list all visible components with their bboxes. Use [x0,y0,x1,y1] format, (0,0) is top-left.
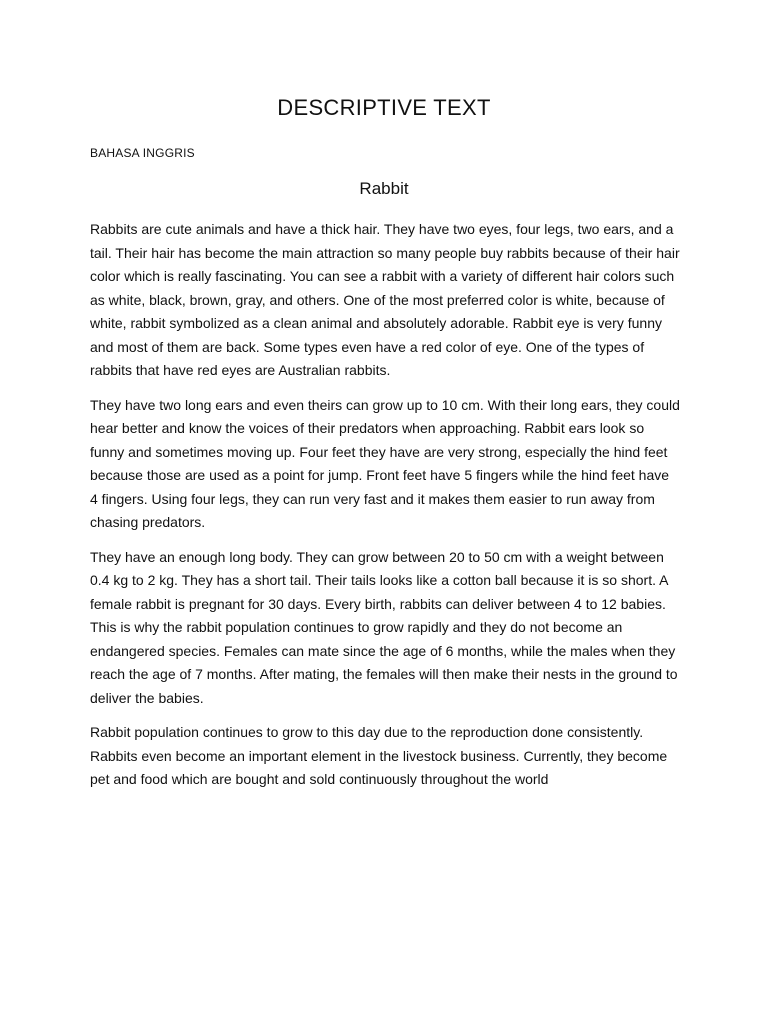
document-body [90,218,680,803]
paragraph: Rabbit population continues to grow to this day due to the reproduction done consistently. Rabbits even become an important element in the livestock business. Currently, they become pet and food which are bought and sold continuously throughout the world [90,724,668,787]
paragraph: They have an enough long body. They can grow between 20 to 50 cm with a weight between 0.4 kg to 2 kg. They has a short tail. Their tails looks like a cotton ball because it is so short. A female rabbit is pregnant for 30 days. Every birth, rabbits can deliver between 4 to 12 babies. This is why the rabbit population continues to grow rapidly and they do not become an endangered species. Females can mate since the age of 6 months, while the males when they reach the age of 7 months. After mating, the females will then make their nests in the ground to deliver the babies. [90,548,678,706]
paragraph: Rabbits are cute animals and have a thick hair. They have two eyes, four legs, two ears, and a tail. Their hair has become the main attraction so many people buy rabbits because of their hair color which is really fascinating. You can see a rabbit with a variety of different hair colors such as white, black, brown, gray, and others. One of the most preferred color is white, because of white, rabbit symbolized as a clean animal and absolutely adorable. Rabbit eye is very funny and most of them are back. Some types even have a red color of eye. One of the types of rabbits that have red eyes are Australian rabbits. [90,221,680,378]
paragraph: They have two long ears and even theirs can grow up to 10 cm. With their long ears, they could hear better and know the voices of their predators when approaching. Rabbit ears look so funny and sometimes moving up. Four feet they have are very strong, especially the hind feet because those are used as a point for jump. Front feet have 5 fingers while the hind feet have 4 fingers. Using four legs, they can run very fast and it makes them easier to run away from chasing predators. [90,396,680,530]
section-title: Rabbit [359,179,409,198]
document-title: DESCRIPTIVE TEXT [277,95,491,120]
subject-label: BAHASA INGGRIS [90,146,195,160]
